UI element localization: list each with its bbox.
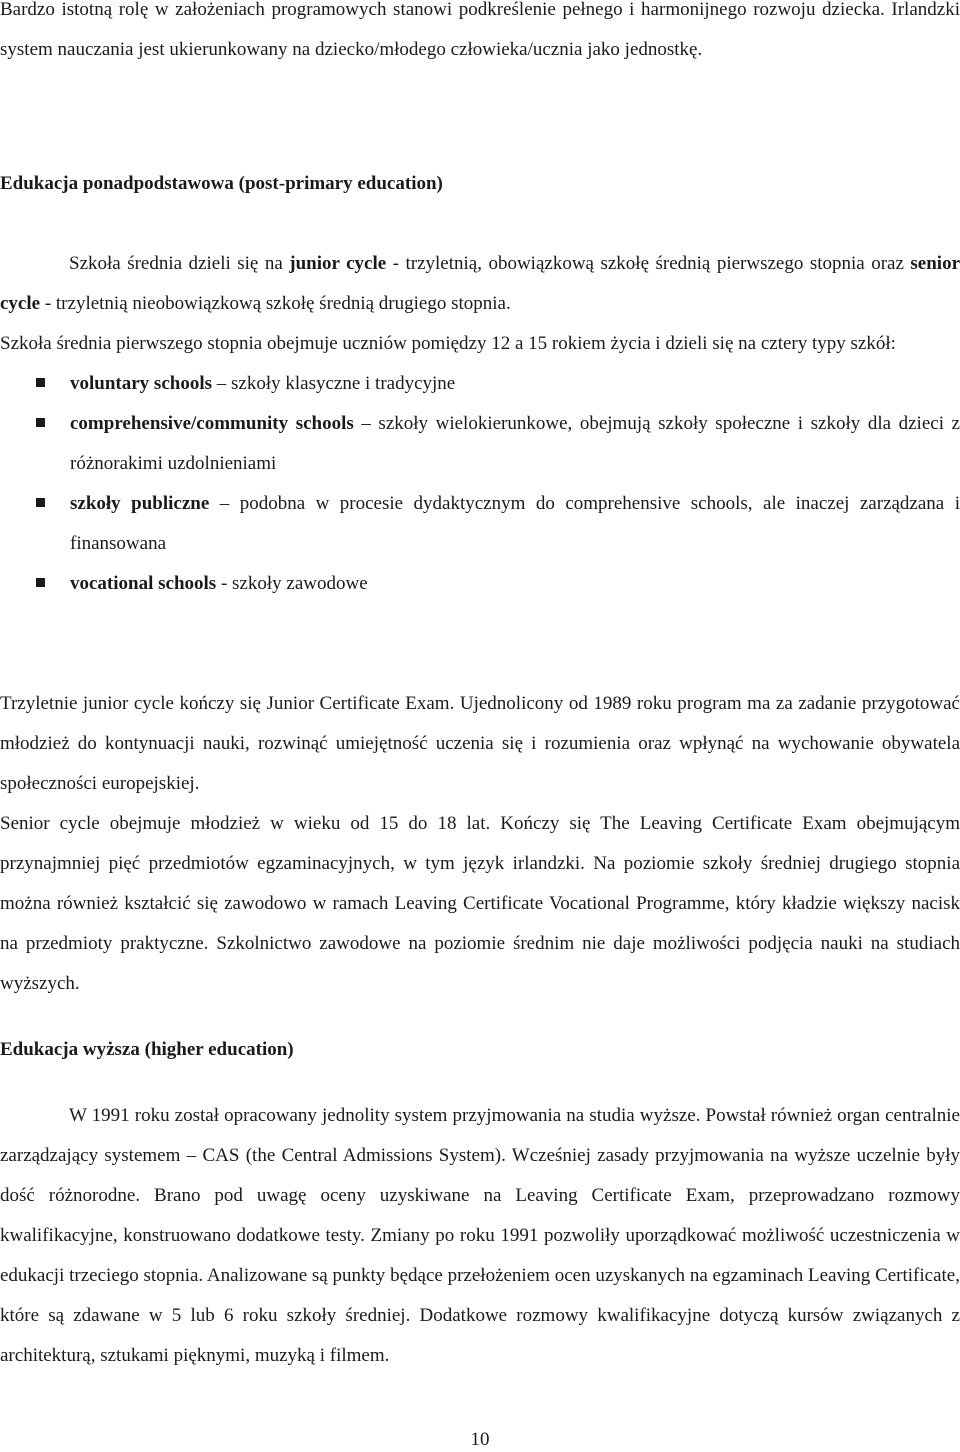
list-item-term: voluntary schools <box>70 373 212 394</box>
list-item-description: – szkoły klasyczne i tradycyjne <box>212 373 456 394</box>
paragraph-cycles-text-2: - trzyletnią, obowiązkową szkołę średnią pierwszego stopnia oraz <box>386 253 911 274</box>
list-item <box>0 564 960 604</box>
list-item-description: – podobna w procesie dydaktycznym do comprehensive schools, ale inaczej zarządzana i finansowana <box>70 493 960 554</box>
list-item-description: – szkoły wielokierunkowe, obejmują szkoły społeczne i szkoły dla dzieci z różnorakimi uzdolnieniami <box>70 413 960 474</box>
section-post-primary-body <box>0 244 960 604</box>
list-item-term: vocational schools <box>70 573 217 594</box>
square-bullet-icon <box>36 418 45 427</box>
paragraph-admissions: W 1991 roku został opracowany jednolity system przyjmowania na studia wyższe. Powstał również organ centralnie zarządzający systemem – CAS (the Central Admissions System). Wcześniej zasady przyjmowania na wyższe uczelnie były dość różnorodne. Brano pod uwagę oceny uzyskiwane na Leaving Certificate Exam, przeprowadzano rozmowy kwalifikacyjne, konstruowano dodatkowe testy. Zmiany po roku 1991 pozwoliły uporządkować możliwość uczestniczenia w edukacji trzeciego stopnia. Analizowane są punkty będące przełożeniem ocen uzyskanych na egzaminach Leaving Certificate, które są zdawane w 5 lub 6 roku szkoły średniej. Dodatkowe rozmowy kwalifikacyjne dotyczą kursów związanych z architekturą, sztukami pięknymi, muzyką i filmem. <box>0 1105 960 1366</box>
list-item <box>0 484 960 564</box>
paragraph-school-types: Szkoła średnia pierwszego stopnia obejmuje uczniów pomiędzy 12 a 15 rokiem życia i dzieli się na cztery typy szkół: <box>0 333 896 354</box>
section-higher-education-body <box>0 1096 960 1376</box>
list-item <box>0 364 960 404</box>
list-item <box>0 404 960 484</box>
section-heading-post-primary: Edukacja ponadpodstawowa (post-primary education) <box>0 173 443 194</box>
section-post-primary-details <box>0 684 960 1004</box>
intro-paragraph: Bardzo istotną rolę w założeniach programowych stanowi podkreślenie pełnego i harmonijnego rozwoju dziecka. Irlandzki system nauczania jest ukierunkowany na dziecko/młodego człowieka/ucznia jako jednostkę. <box>0 0 960 60</box>
section-heading-higher-education: Edukacja wyższa (higher education) <box>0 1039 294 1060</box>
list-item-term: comprehensive/community schools <box>70 413 354 434</box>
term-senior-cycle: senior cycle <box>0 253 960 314</box>
paragraph-senior-cycle: Senior cycle obejmuje młodzież w wieku od 15 do 18 lat. Kończy się The Leaving Certificate Exam obejmującym przynajmniej pięć przedmiotów egzaminacyjnych, w tym język irlandzki. Na poziomie szkoły średniej drugiego stopnia można również kształcić się zawodowo w ramach Leaving Certificate Vocational Programme, który kładzie większy nacisk na przedmioty praktyczne. Szkolnictwo zawodowe na poziomie średnim nie daje możliwości podjęcia nauki na studiach wyższych. <box>0 813 960 994</box>
section-post-primary <box>0 164 960 204</box>
paragraph-cycles-text-3: - trzyletnią nieobowiązkową szkołę średnią drugiego stopnia. <box>40 293 511 314</box>
square-bullet-icon <box>36 498 45 507</box>
list-item-term: szkoły publiczne <box>70 493 210 514</box>
square-bullet-icon <box>36 378 45 387</box>
paragraph-junior-cycle: Trzyletnie junior cycle kończy się Junior Certificate Exam. Ujednolicony od 1989 roku program ma za zadanie przygotować młodzież do kontynuacji nauki, rozwinąć umiejętność uczenia się i rozumienia oraz wpłynąć na wychowanie obywatela społeczności europejskiej. <box>0 693 960 794</box>
paragraph-cycles-text-1: Szkoła średnia dzieli się na <box>69 253 290 274</box>
paragraph-cycles <box>0 244 960 324</box>
square-bullet-icon <box>36 578 45 587</box>
page-number: 10 <box>470 1429 490 1450</box>
intro-block <box>0 0 960 70</box>
term-junior-cycle: junior cycle <box>289 253 387 274</box>
school-types-list <box>0 364 960 604</box>
section-higher-education <box>0 1030 960 1070</box>
list-item-description: - szkoły zawodowe <box>216 573 368 594</box>
